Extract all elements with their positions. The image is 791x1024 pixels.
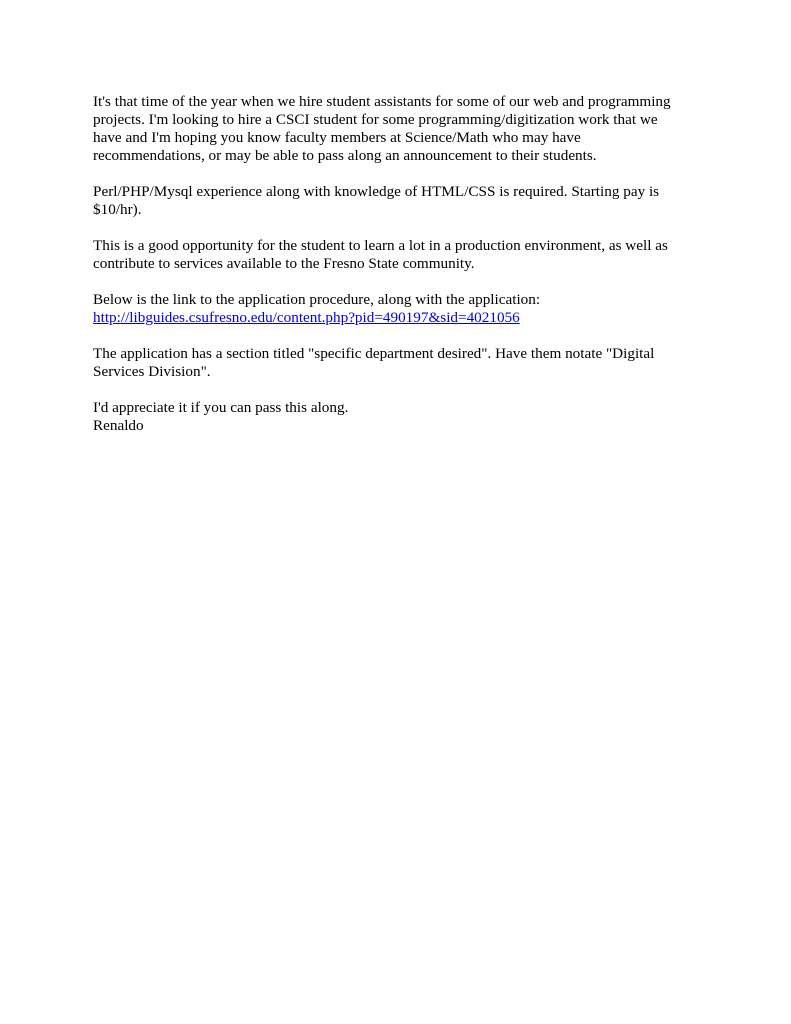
text-line: projects. I'm looking to hire a CSCI student for some programming/digitization work that we bbox=[93, 111, 658, 128]
text-line: This is a good opportunity for the student to learn a lot in a production environment, as well as bbox=[93, 237, 668, 254]
closing-block bbox=[93, 399, 703, 435]
letter-body bbox=[93, 93, 703, 435]
paragraph-opportunity bbox=[93, 237, 703, 273]
paragraph-application-link bbox=[93, 291, 703, 327]
paragraph-hiring-announcement bbox=[93, 93, 703, 165]
paragraph-requirements bbox=[93, 183, 703, 219]
closing-line: I'd appreciate it if you can pass this along. bbox=[93, 399, 349, 416]
text-line: $10/hr). bbox=[93, 201, 142, 218]
paragraph-department-note bbox=[93, 345, 703, 381]
text-line: The application has a section titled "specific department desired". Have them notate "Digital bbox=[93, 345, 655, 362]
link-line bbox=[93, 309, 703, 327]
signature: Renaldo bbox=[93, 417, 144, 434]
text-line: Below is the link to the application procedure, along with the application: bbox=[93, 291, 541, 308]
text-line: Perl/PHP/Mysql experience along with knowledge of HTML/CSS is required. Starting pay is bbox=[93, 183, 660, 200]
text-line: It's that time of the year when we hire student assistants for some of our web and programming bbox=[93, 93, 671, 110]
text-line: contribute to services available to the Fresno State community. bbox=[93, 255, 475, 272]
text-line: Services Division". bbox=[93, 363, 211, 380]
text-line: have and I'm hoping you know faculty members at Science/Math who may have bbox=[93, 129, 581, 146]
text-line: recommendations, or may be able to pass along an announcement to their students. bbox=[93, 147, 597, 164]
application-link[interactable]: http://libguides.csufresno.edu/content.php?pid=490197&sid=4021056 bbox=[93, 309, 520, 326]
